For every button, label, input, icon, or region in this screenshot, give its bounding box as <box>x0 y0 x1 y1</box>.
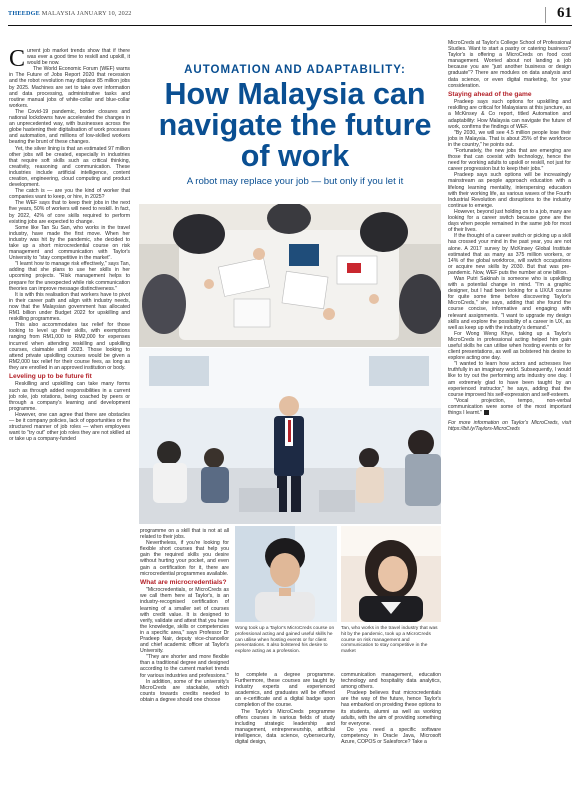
paragraph-text: communication management, education technology and hospitality data analytics, among others. <box>341 672 441 691</box>
paragraph <box>9 46 130 72</box>
article-column-2 <box>140 528 229 808</box>
paragraph-text: to complete a degree programme. Furthermore, these courses are taught by industry experts and experienced academics, and graduates will be offered an e-certificate and a digital badge upon completion of the course. <box>235 672 335 709</box>
tan-portrait-illustration <box>341 526 441 622</box>
paragraph <box>9 66 130 109</box>
article-deck: A robot may replace your job — but only if you let it <box>186 176 404 187</box>
paragraph-text: Reskilling and upskilling can take many forms such as through added responsibilities in a current job role, job rotations, being coached by peers or through a company's learning and development programme. <box>9 381 130 412</box>
paragraph <box>235 672 335 709</box>
paragraph-text: The Covid-19 pandemic, border closures and national lockdowns have accelerated the changes in an unprecedented way, with businesses across the globe hastening their digitalisation of work processes and automation, and millions of low-skilled workers bearing the brunt of these changes. <box>9 108 130 146</box>
article-column-4 <box>341 672 441 808</box>
paragraph-text: Pradeep believes that microcredentials are the way of the future, hence Taylor's has embarked on providing these options to its students, alumni as well as working adults, with the aim of providing something for everyone. <box>341 690 441 727</box>
header-rule <box>8 25 572 26</box>
paragraph <box>448 130 571 148</box>
paragraph-text: "I wanted to learn how actors and actresses live truthfully in an imaginary world. Subsequently, I would like to try out the performing arts industry one day. I am extremely glad to have been taught by an experienced instructor," he says, adding that the course improved his self-expression and self-esteem. <box>448 361 571 398</box>
photo-wong-portrait <box>235 526 337 622</box>
paragraph <box>9 412 130 442</box>
paragraph-text: Wan Putri Sakinah is someone who is upskilling with a potential change in mind. "I'm a graphic designer, but I had been looking for a UX/UI course for quite some time before discovering Taylor's MicroCreds," she says, adding that she found the course concise, informative and engaging with relevant assignments. "I want to upgrade my design skills and explore the possibility of a career in UX, as well as keep up with the industry's demand." <box>448 275 571 331</box>
paragraph <box>9 146 130 189</box>
paragraph-text: The catch is — are you the kind of worker that companies want to keep, or hire, in 2025? <box>9 188 130 201</box>
paragraph <box>9 261 130 291</box>
paragraph <box>140 528 229 540</box>
paragraph-text: Pradeep says such options for upskilling and reskilling are critical for Malaysians at this juncture, as a McKinsey & Co report, titled Automation and adaptability: How Malaysia can navigate the future of work, confirms the findings of WEF. <box>448 99 571 130</box>
article-kicker: AUTOMATION AND ADAPTABILITY: <box>184 64 406 76</box>
caption-tan: Tan, who works in the travel industry that was hit by the pandemic, took up a MicroCreds course on risk management and communication to stay competitive in the market <box>341 626 438 655</box>
paragraph-text: "Fortunately, the new jobs that are emerging are those that can coexist with technology, hence the need for working adults to upskill or reskill, not just for career progression but to keep their jobs." <box>448 148 571 173</box>
article-headline: How Malaysia can navigate the future of work <box>158 77 432 173</box>
paragraph-text: However, beyond just holding on to a job, many are looking for a career switch because gone are the days when people remained in the same job for most of their lives. <box>448 208 571 234</box>
paragraph-text: The World Economic Forum (WEF) warns in The Future of Jobs Report 2020 that recession and the robot revolution may displace 85 million jobs by 2025. Machines are set to take over information and data processing, administrative tasks and routine manual jobs of white-collar and blue-collar workers. <box>9 66 130 109</box>
paragraph <box>9 381 130 411</box>
wong-portrait-illustration <box>235 526 337 622</box>
drop-cap: C <box>9 46 26 72</box>
article-credit: For more information on Taylor's MicroCreds, visit https://bit.ly/Taylors-MicroCreds <box>448 420 571 433</box>
paragraph <box>9 109 130 146</box>
paragraph-text: "Microcredentials, or MicroCreds as we call them here at Taylor's, is an industry-recognised certification of learning of a smaller set of courses with credit value. It is designed to verify, validate and attest that you have the knowledge, skills or competencies in a specific area," says Professor Dr Pradeep Nair, deputy vice-chancellor and chief academic officer at Taylor's University. <box>140 587 229 655</box>
paragraph <box>140 679 229 703</box>
meeting-overhead-illustration <box>139 204 441 347</box>
paragraph-text: Yet, the silver lining is that an estimated 97 million other jobs will be created, especially in industries that require soft skills such as critical thinking, creativity, reasoning and communication. These industries include artificial intelligence, content creation, engineering, cloud computing and product development. <box>9 145 130 189</box>
paragraph <box>235 709 335 746</box>
paragraph <box>341 672 441 690</box>
photo-classroom <box>139 348 441 524</box>
paragraph-text: The Taylor's MicroCreds programme offers courses in various fields of study including strategic leadership and management, entrepreneurship, artificial intelligence, data science, cybersecurity, digital design, <box>235 708 335 746</box>
paragraph <box>140 587 229 654</box>
photo-tan-portrait <box>341 526 441 622</box>
paragraph <box>140 540 229 577</box>
paragraph-text: It is with this realisation that workers have to pivot in their career path and align with industry needs, now that the Malaysian government has allocated RM1 billion under Budget 2022 for upskilling and reskilling programmes. <box>9 291 130 323</box>
paragraph <box>448 276 571 331</box>
paragraph <box>448 148 571 172</box>
paragraph-text: However, one can agree that there are obstacles — be it company policies, lack of opportunities or the structured manner of job roles — when employees want to "try out" other job roles they are not skilled at or take up a company-funded <box>9 411 130 443</box>
page-number: 61 <box>557 5 572 21</box>
article-column-3 <box>235 672 335 808</box>
paragraph-text: For Wong Weng Khye, taking up a Taylor's MicroCreds in professional acting helped him gain useful skills he can utilise when hosting events or for client presentations, as well as bolstered his desire to explore acting one day. <box>448 330 571 362</box>
paragraph-text: "Vocal projection, tempo, non-verbal communication were some of the most important things I learnt." <box>448 397 571 417</box>
paragraph-text: "By 2030, we will see 4.5 million people lose their jobs in Malaysia. That is about 25% of the workforce in the country," he points out. <box>448 129 571 148</box>
paragraph-text: Do you need a specific software competency in Oracle Java, Microsoft Azure, COPOS or Salesforce? Take a <box>341 726 441 746</box>
paragraph <box>448 209 571 233</box>
subheading: Staying ahead of the game <box>448 90 532 98</box>
paragraph <box>9 188 130 200</box>
article-column-1 <box>9 48 130 808</box>
paragraph <box>140 654 229 678</box>
photo-meeting-overhead <box>139 204 441 347</box>
caption-wong: Wong took up a Taylor's MicroCreds course on professional acting and gained useful skills he can utilise when hosting events or for client presentations. It also bolstered his desire to explore acting as a profession. <box>235 626 335 655</box>
paragraph <box>9 292 130 322</box>
paragraph <box>448 361 571 398</box>
article-column-5 <box>448 40 571 808</box>
paragraph-text: This also accommodates tax relief for those looking to level up their skills, with exemptions ranging from RM1,000 to RM2,000 for expenses incurred when attending reskilling and upskilling courses, claimable until 2023. Those looking to attend private upskilling courses would be given a RM2,000 tax relief for their course fees, as long as they are enrolled in an approved institution or body. <box>9 322 130 371</box>
paragraph <box>341 727 441 745</box>
paragraph <box>9 322 130 371</box>
page-header <box>8 7 572 23</box>
paragraph-text: Some like Tan Su San, who works in the travel industry, have made the first move. When her industry was hit by the pandemic, she decided to take up a short microcredential course on risk management and communication with Taylor's University to "stay competitive in the market". <box>9 224 130 262</box>
paragraph <box>448 398 571 416</box>
paragraph-text: programme on a skill that is not at all related to their jobs. <box>140 528 229 541</box>
classroom-illustration <box>139 348 441 524</box>
paragraph <box>9 225 130 262</box>
paragraph-text: Pradeep says such options will be increasingly mainstream as people approach education with a lifelong learning mentality, interspersing education with their working life, as various waves of the Fourth Industrial Revolution and disruptions to the industry continue to emerge. <box>448 172 571 209</box>
end-mark-icon <box>484 410 489 415</box>
paragraph <box>9 200 130 224</box>
subheading: Leveling up to be future fit <box>9 372 92 380</box>
paragraph-text: urrent job market trends show that if there was ever a good time to reskill and upskill, it would be now. <box>27 48 130 67</box>
paragraph-text: In addition, some of the university's MicroCreds are stackable, which counts towards credits needed to obtain a degree should one choose <box>140 678 229 703</box>
paragraph-text: If the thought of a career switch or picking up a skill has crossed your mind in the past year, you are not alone. A 2017 survey by McKinsey Global Institute estimated that as many as 375 million workers, or 14% of the global workforce, will switch occupations or acquire new skills by 2030. But that was pre-pandemic. Now, WEF puts the number at one billion. <box>448 233 571 276</box>
publication-brand: THEEDGE MALAYSIA JANUARY 10, 2022 <box>8 10 132 17</box>
paragraph <box>448 172 571 209</box>
paragraph <box>448 331 571 361</box>
paragraph-text: The WEF says that to keep their jobs in the next five years, 50% of workers will need to reskill. In fact, by 2022, 42% of core skills required to perform existing jobs are expected to change. <box>9 200 130 225</box>
paragraph <box>341 690 441 727</box>
paragraph-text: Nevertheless, if you're looking for flexible short courses that help you gain the required skills you desire without hurting your pocket, and even gain a certification for it, there are microcredential programmes available. <box>140 540 229 577</box>
paragraph-text: "They are shorter and more flexible than a traditional degree and designed according to the current market trends for various industries and professions." <box>140 654 229 679</box>
header-separator <box>545 7 546 23</box>
paragraph <box>448 233 571 276</box>
subheading: What are microcredentials? <box>140 578 227 586</box>
paragraph <box>448 99 571 129</box>
paragraph-text: MicroCreds at Taylor's College School of Professional Studies. Want to start a pastry or catering business? Taylor's is offering a MicroCreds on food cost management. Worried about not landing a job because you are "just another business or design graduate"? There are modules on data analysis and data science, or even digital marketing, for your consideration. <box>448 40 571 89</box>
paragraph <box>448 40 571 89</box>
paragraph-text: "I learnt how to manage risk effectively," says Tan, adding that she plans to use her skills in her upcoming projects. "Risk management helps to prepare for the unexpected while risk communication theories can improve message distinctiveness." <box>9 261 130 292</box>
